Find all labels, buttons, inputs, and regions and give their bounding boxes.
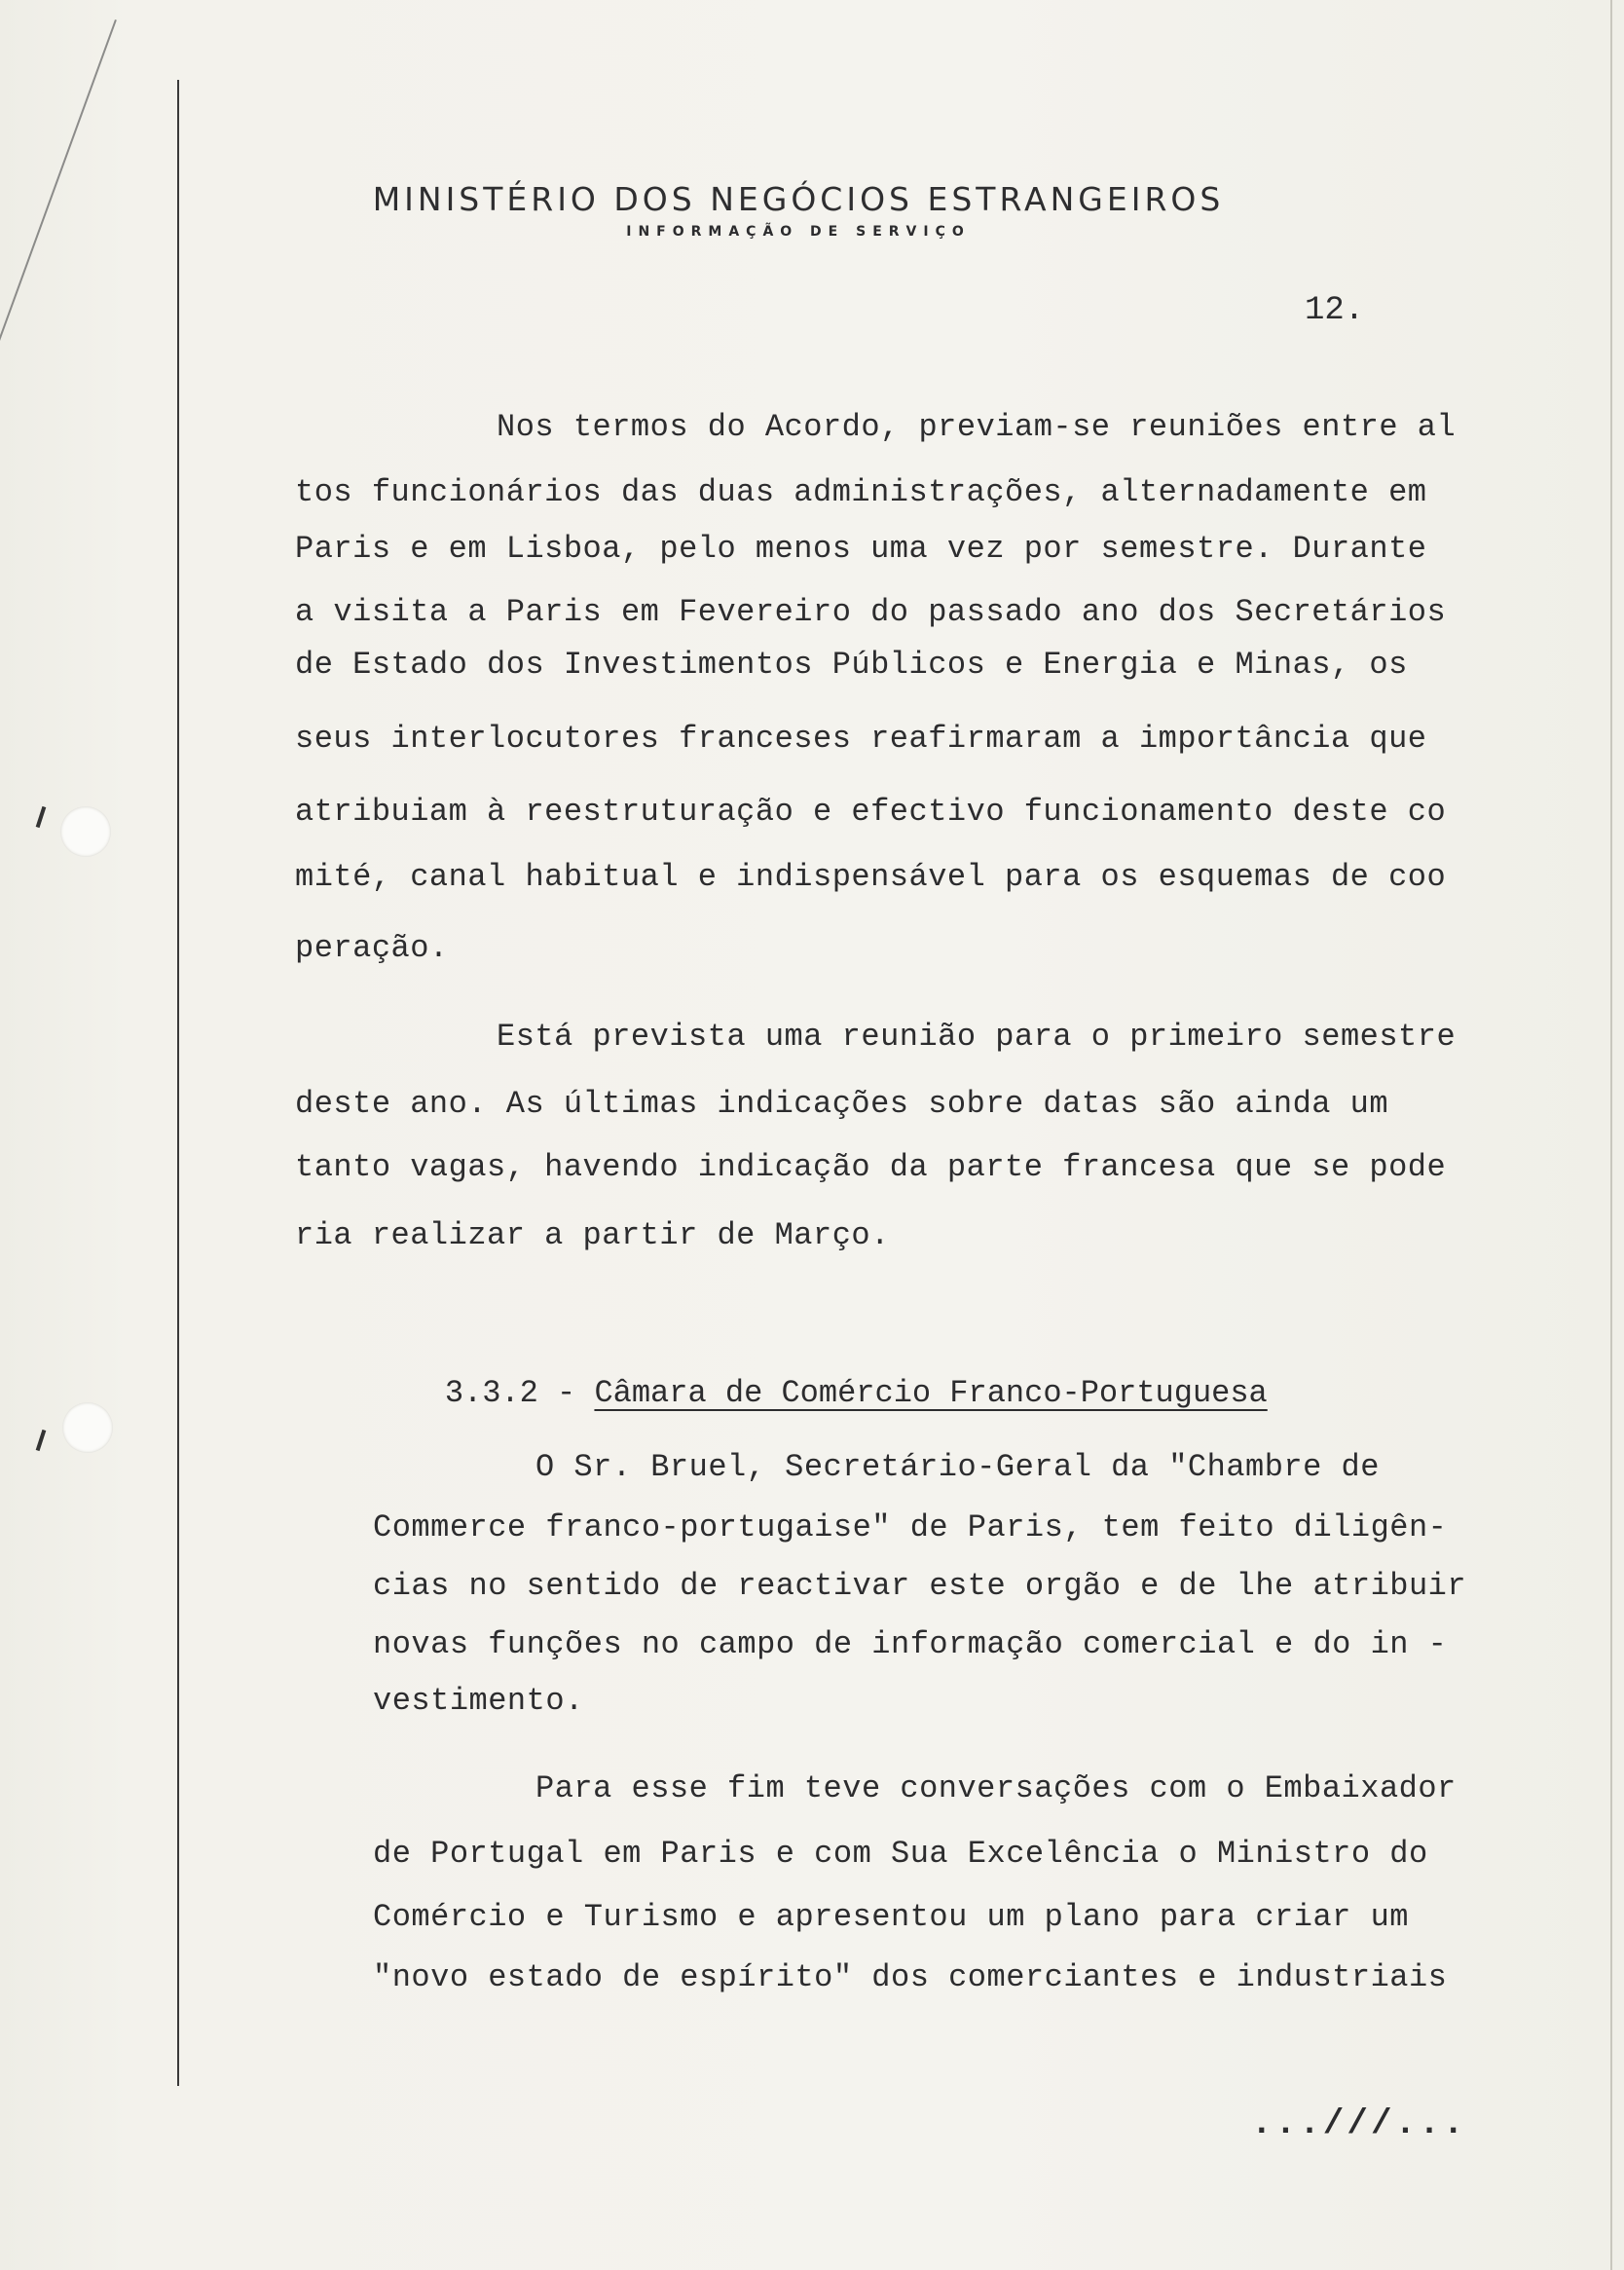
text-line: O Sr. Bruel, Secretário-Geral da "Chambre de [535, 1449, 1380, 1485]
ministry-subtitle: INFORMAÇÃO DE SERVIÇO [626, 224, 971, 240]
text-line: Nos termos do Acordo, previam-se reuniões entre al [497, 409, 1457, 445]
text-line: mité, canal habitual e indispensável para os esquemas de coo [295, 859, 1447, 895]
text-line: de Portugal em Paris e com Sua Excelência o Ministro do [373, 1836, 1428, 1872]
text-line: Para esse fim teve conversações com o Embaixador [535, 1770, 1457, 1806]
section-title: Câmara de Comércio Franco-Portuguesa [594, 1375, 1268, 1411]
text-line: vestimento. [373, 1683, 584, 1719]
page-edge [1610, 0, 1612, 2270]
text-line: tos funcionários das duas administrações, alternadamente em [295, 474, 1427, 510]
continuation-mark: ...///... [1251, 2103, 1467, 2143]
text-line: peração. [295, 930, 449, 966]
text-line: Está prevista uma reunião para o primeiro semestre [497, 1019, 1457, 1055]
fold-line [0, 19, 117, 423]
margin-rule [177, 80, 179, 2086]
text-line: tanto vagas, havendo indicação da parte francesa que se pode [295, 1149, 1447, 1185]
text-line: cias no sentido de reactivar este orgão e de lhe atribuir [373, 1568, 1467, 1604]
text-line: seus interlocutores franceses reafirmaram a importância que [295, 721, 1427, 757]
text-line: Comércio e Turismo e apresentou um plano para criar um [373, 1899, 1409, 1935]
page-number: 12. [1305, 292, 1365, 329]
text-line: Commerce franco-portugaise" de Paris, tem feito diligên- [373, 1509, 1448, 1545]
margin-tick-mark [36, 1430, 47, 1451]
text-line: "novo estado de espírito" dos comerciantes e industriais [373, 1959, 1448, 1995]
text-line: deste ano. As últimas indicações sobre datas são ainda um [295, 1086, 1389, 1122]
text-line: novas funções no campo de informação comercial e do in - [373, 1626, 1448, 1662]
ministry-title: MINISTÉRIO DOS NEGÓCIOS ESTRANGEIROS [372, 180, 1225, 218]
text-line: atribuiam à reestruturação e efectivo funcionamento deste co [295, 794, 1447, 830]
letterhead [292, 180, 1305, 240]
text-line: de Estado dos Investimentos Públicos e Energia e Minas, os [295, 647, 1408, 683]
section-number: 3.3.2 - [444, 1375, 595, 1411]
punch-hole-top [60, 806, 111, 857]
margin-tick-mark [36, 806, 47, 828]
text-line: Paris e em Lisboa, pelo menos uma vez por semestre. Durante [295, 531, 1427, 567]
section-heading [370, 1339, 1268, 1447]
text-line: a visita a Paris em Fevereiro do passado ano dos Secretários [295, 594, 1447, 630]
punch-hole-bottom [62, 1402, 113, 1453]
text-line: ria realizar a partir de Março. [295, 1217, 890, 1253]
